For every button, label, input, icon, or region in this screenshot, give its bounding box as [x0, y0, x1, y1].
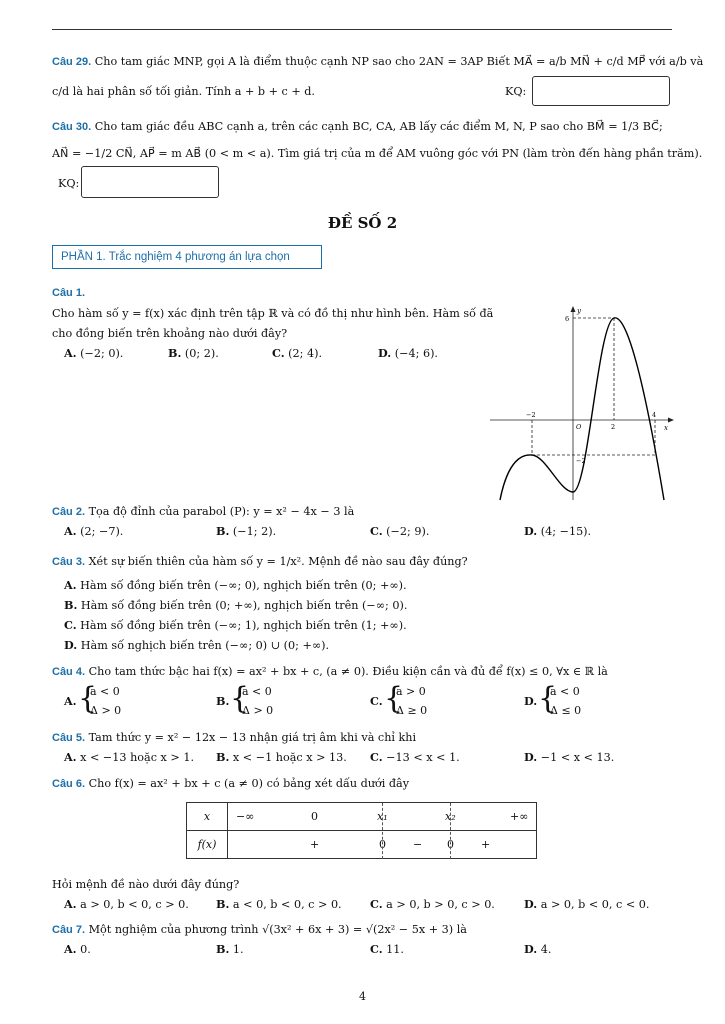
c1-option-b[interactable]: B. (0; 2). [168, 346, 219, 360]
c1-label: Câu 1. [52, 287, 86, 299]
sign-zero-x1: 0 [379, 838, 386, 851]
c1-line1: Cho hàm số y = f(x) xác định trên tập ℝ và có đồ thị như hình bên. Hàm số đã [52, 307, 494, 320]
q30-label: Câu 30. [52, 121, 92, 133]
c4-option-c-key: C. [370, 694, 383, 708]
c2-question [52, 504, 354, 520]
c3-option-a[interactable]: A. Hàm số đồng biến trên (−∞; 0), nghịch biến trên (0; +∞). [64, 578, 407, 592]
c2-text: Tọa độ đỉnh của parabol (P): y = x² − 4x − 3 là [88, 505, 355, 518]
c7-question [52, 922, 467, 938]
c3-option-b[interactable]: B. Hàm số đồng biến trên (0; +∞), nghịch biến trên (−∞; 0). [64, 598, 408, 612]
c1-option-a[interactable]: A. (−2; 0). [64, 346, 124, 360]
page-number: 4 [359, 990, 366, 1003]
c2-option-b[interactable]: B. (−1; 2). [216, 524, 277, 538]
c6-option-b[interactable]: B. a < 0, b < 0, c > 0. [216, 897, 342, 911]
exam-title: ĐỀ SỐ 2 [327, 214, 398, 232]
q30-kq-label: KQ: [58, 177, 80, 190]
tick-x4: 4 [652, 411, 657, 419]
q30-line1 [52, 119, 663, 135]
q29-label: Câu 29. [52, 56, 92, 68]
c2-option-a[interactable]: A. (2; −7). [64, 524, 124, 538]
x-val-0: 0 [311, 810, 318, 823]
part1-heading: PHẦN 1. Trắc nghiệm 4 phương án lựa chọn [52, 245, 322, 269]
y-label: y [577, 307, 581, 315]
c6-text: Cho f(x) = ax² + bx + c (a ≠ 0) có bảng xét dấu dưới đây [88, 777, 410, 790]
c5-option-b[interactable]: B. x < −1 hoặc x > 13. [216, 750, 347, 764]
c4-option-a-key: A. [64, 694, 77, 708]
c6-ask: Hỏi mệnh đề nào dưới đây đúng? [52, 878, 240, 891]
q29-line2: c/d là hai phân số tối giản. Tính a + b + c + d. [52, 85, 315, 98]
c2-option-c[interactable]: C. (−2; 9). [370, 524, 430, 538]
c6-label: Câu 6. [52, 778, 86, 790]
origin-label: O [576, 423, 582, 431]
tick-ym2: −2 [576, 457, 586, 465]
sign-plus-right: + [481, 838, 491, 851]
c1-option-d[interactable]: D. (−4; 6). [378, 346, 438, 360]
c7-option-a[interactable]: A. 0. [64, 942, 91, 956]
c6-option-c[interactable]: C. a > 0, b > 0, c > 0. [370, 897, 495, 911]
c4-option-d-key: D. [524, 694, 538, 708]
c6-question [52, 776, 409, 792]
dash-x1 [382, 803, 383, 859]
sign-zero-x2: 0 [447, 838, 454, 851]
sign-plus-left: + [310, 838, 320, 851]
c4-label: Câu 4. [52, 666, 86, 678]
c4-system-d: a < 0 Δ ≤ 0 [550, 685, 582, 717]
c6-option-d[interactable]: D. a > 0, b < 0, c < 0. [524, 897, 650, 911]
c7-option-d[interactable]: D. 4. [524, 942, 552, 956]
c5-label: Câu 5. [52, 732, 86, 744]
c7-option-c[interactable]: C. 11. [370, 942, 404, 956]
function-curve [500, 318, 664, 500]
c3-label: Câu 3. [52, 556, 86, 568]
c6-option-a[interactable]: A. a > 0, b < 0, c > 0. [64, 897, 189, 911]
tick-y6: 6 [565, 315, 570, 323]
c3-question [52, 554, 468, 570]
c4-question [52, 664, 608, 680]
c7-label: Câu 7. [52, 924, 86, 936]
x-val-pos-inf: +∞ [510, 810, 529, 823]
c1-line2: cho đồng biến trên khoảng nào dưới đây? [52, 327, 288, 340]
c5-text: Tam thức y = x² − 12x − 13 nhận giá trị âm khi và chỉ khi [88, 731, 417, 744]
x-val-x1: x₁ [377, 810, 388, 823]
x-val-x2: x₂ [445, 810, 456, 823]
top-rule [52, 29, 672, 30]
q29-kq-label: KQ: [505, 85, 527, 98]
c4-option-b-key: B. [216, 694, 230, 708]
sign-table [186, 802, 537, 859]
sign-table-fx-head: f(x) [187, 831, 228, 859]
sign-table-x-head: x [187, 803, 228, 831]
c3-option-c[interactable]: C. Hàm số đồng biến trên (−∞; 1), nghịch biến trên (1; +∞). [64, 618, 407, 632]
q30-line2: AN⃗ = −1/2 CN⃗, AP⃗ = m AB⃗ (0 < m < a). Tìm giá trị của m để AM vuông góc với PN (làm tròn đến hàng phần trăm). [52, 147, 703, 160]
c7-option-b[interactable]: B. 1. [216, 942, 244, 956]
c3-option-d[interactable]: D. Hàm số nghịch biến trên (−∞; 0) ∪ (0; +∞). [64, 638, 330, 652]
brace-c: { [384, 681, 404, 716]
x-axis-arrow [668, 418, 674, 423]
c5-option-c[interactable]: C. −13 < x < 1. [370, 750, 460, 764]
x-val-neg-inf: −∞ [236, 810, 255, 823]
sign-minus: − [413, 838, 423, 851]
c5-option-d[interactable]: D. −1 < x < 13. [524, 750, 615, 764]
brace-d: { [538, 681, 558, 716]
c2-label: Câu 2. [52, 506, 86, 518]
q29-answer-box[interactable] [532, 76, 670, 106]
dash-x2 [450, 803, 451, 859]
c4-system-a: a < 0 Δ > 0 [90, 685, 122, 717]
c2-option-d[interactable]: D. (4; −15). [524, 524, 592, 538]
c1-function-graph [488, 302, 678, 502]
q30-text: Cho tam giác đều ABC cạnh a, trên các cạnh BC, CA, AB lấy các điểm M, N, P sao cho BM⃗ = 1/3 BC⃗; [94, 120, 663, 133]
q29-text: Cho tam giác MNP, gọi A là điểm thuộc cạnh NP sao cho 2AN = 3AP Biết MA⃗ = a/b MN⃗ + c/d MP⃗ với a/b và [94, 55, 704, 68]
c4-system-b: a < 0 Δ > 0 [242, 685, 274, 717]
q30-answer-box[interactable] [81, 166, 219, 198]
q29-line1 [52, 54, 703, 70]
tick-xm2: −2 [526, 411, 536, 419]
c3-text: Xét sự biến thiên của hàm số y = 1/x². Mệnh đề nào sau đây đúng? [88, 555, 468, 568]
c5-question [52, 730, 416, 746]
brace-b: { [230, 681, 250, 716]
brace-a: { [78, 681, 98, 716]
x-label: x [664, 424, 668, 432]
tick-x2: 2 [611, 423, 616, 431]
c4-system-c: a > 0 Δ ≥ 0 [396, 685, 428, 717]
sign-table-fx-row [228, 831, 537, 859]
c5-option-a[interactable]: A. x < −13 hoặc x > 1. [64, 750, 195, 764]
y-axis-arrow [571, 306, 576, 312]
c7-text: Một nghiệm của phương trình √(3x² + 6x + 3) = √(2x² − 5x + 3) là [88, 923, 467, 936]
c1-option-c[interactable]: C. (2; 4). [272, 346, 323, 360]
c4-text: Cho tam thức bậc hai f(x) = ax² + bx + c, (a ≠ 0). Điều kiện cần và đủ để f(x) ≤ 0, ∀x ∈ ℝ là [88, 665, 608, 678]
